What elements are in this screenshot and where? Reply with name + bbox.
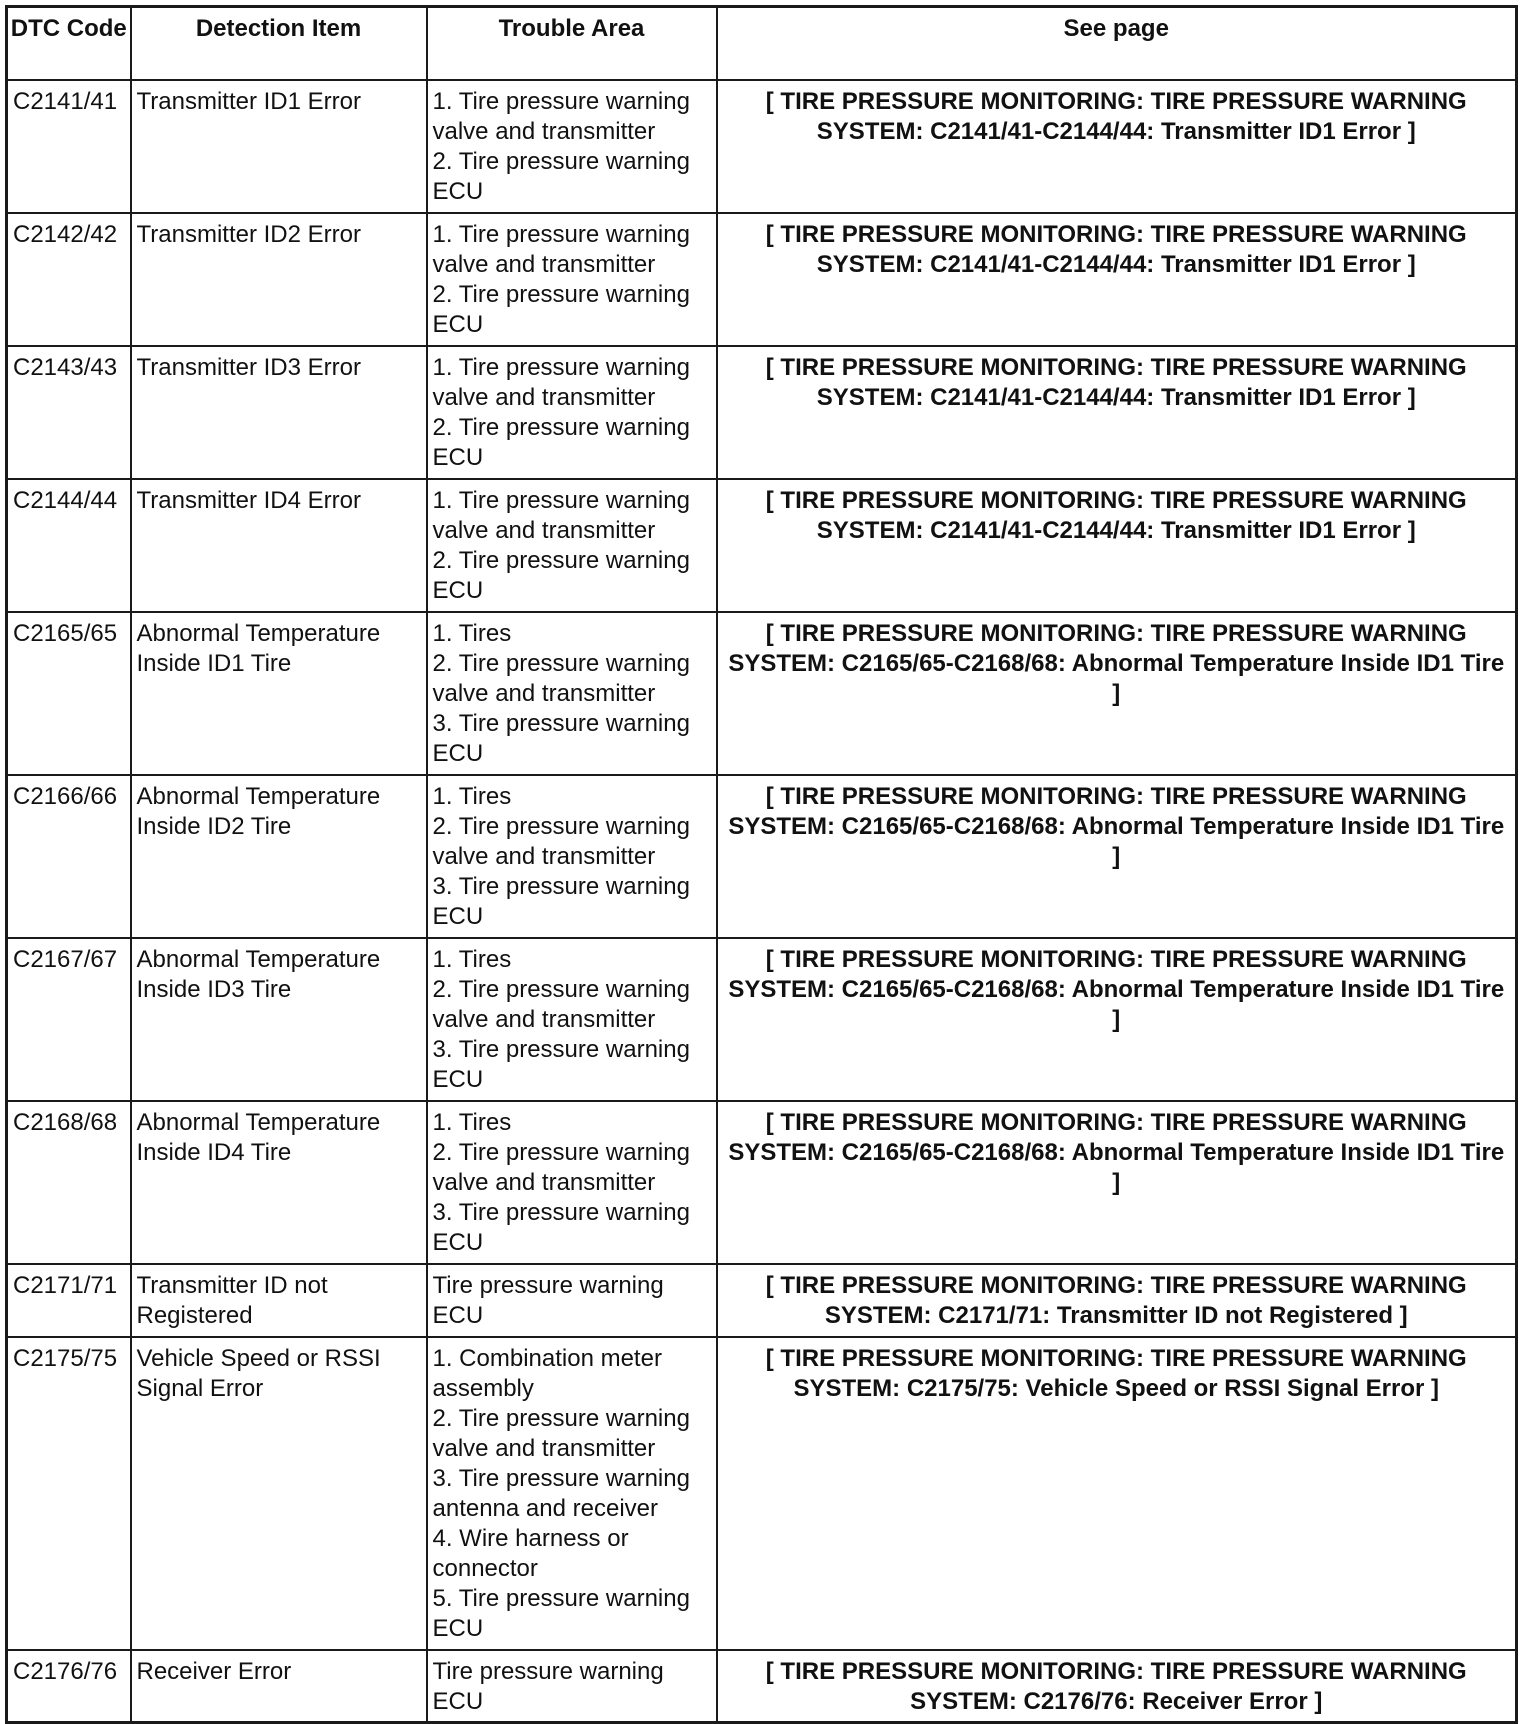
table-row xyxy=(7,612,1517,775)
trouble-area-cell xyxy=(427,612,717,775)
header-trouble-area: Trouble Area xyxy=(427,7,717,80)
dtc-code-cell xyxy=(7,213,131,346)
trouble-area-cell xyxy=(427,1101,717,1264)
table-body xyxy=(7,80,1517,1723)
see-page-link[interactable]: [ TIRE PRESSURE MONITORING: TIRE PRESSURE WARNING SYSTEM: C2165/65-C2168/68: Abnormal Temperature Inside ID1 Tire ] xyxy=(728,1108,1505,1196)
trouble-area-item: 1. Tire pressure warning valve and transmitter xyxy=(432,353,690,411)
see-page-link[interactable]: [ TIRE PRESSURE MONITORING: TIRE PRESSURE WARNING SYSTEM: C2141/41-C2144/44: Transmitter ID1 Error ] xyxy=(765,87,1467,145)
trouble-area-item: 2. Tire pressure warning valve and transmitter xyxy=(432,812,690,870)
dtc-code-cell xyxy=(7,775,131,938)
trouble-area-cell xyxy=(427,1337,717,1650)
trouble-area-item: 3. Tire pressure warning ECU xyxy=(432,872,690,930)
header-detection-item: Detection Item xyxy=(131,7,427,80)
table-row xyxy=(7,1264,1517,1337)
detection-item: Transmitter ID2 Error xyxy=(136,220,361,248)
see-page-cell xyxy=(717,1101,1517,1264)
trouble-area-cell xyxy=(427,775,717,938)
table-row xyxy=(7,1337,1517,1650)
dtc-code-cell xyxy=(7,1264,131,1337)
detection-item-cell xyxy=(131,346,427,479)
detection-item: Abnormal Temperature Inside ID2 Tire xyxy=(136,782,381,840)
detection-item: Transmitter ID not Registered xyxy=(136,1271,328,1329)
detection-item-cell xyxy=(131,775,427,938)
see-page-cell xyxy=(717,346,1517,479)
trouble-area-item: 2. Tire pressure warning ECU xyxy=(432,546,690,604)
detection-item-cell xyxy=(131,1337,427,1650)
detection-item-cell xyxy=(131,1101,427,1264)
trouble-area-cell xyxy=(427,1264,717,1337)
see-page-link[interactable]: [ TIRE PRESSURE MONITORING: TIRE PRESSURE WARNING SYSTEM: C2165/65-C2168/68: Abnormal Temperature Inside ID1 Tire ] xyxy=(728,782,1505,870)
trouble-area-list xyxy=(428,1271,716,1331)
dtc-code: C2165/65 xyxy=(13,619,118,647)
dtc-table xyxy=(5,5,1518,1724)
trouble-area-cell xyxy=(427,346,717,479)
trouble-area-cell xyxy=(427,938,717,1101)
dtc-code-cell xyxy=(7,346,131,479)
trouble-area-item: 1. Combination meter assembly xyxy=(432,1344,662,1402)
trouble-area-item: 3. Tire pressure warning ECU xyxy=(432,709,690,767)
see-page-link[interactable]: [ TIRE PRESSURE MONITORING: TIRE PRESSURE WARNING SYSTEM: C2171/71: Transmitter ID not Registered ] xyxy=(765,1271,1467,1329)
see-page-link[interactable]: [ TIRE PRESSURE MONITORING: TIRE PRESSURE WARNING SYSTEM: C2141/41-C2144/44: Transmitter ID1 Error ] xyxy=(765,353,1467,411)
see-page-link[interactable]: [ TIRE PRESSURE MONITORING: TIRE PRESSURE WARNING SYSTEM: C2175/75: Vehicle Speed or RSSI Signal Error ] xyxy=(765,1344,1467,1402)
dtc-code: C2168/68 xyxy=(13,1108,118,1136)
dtc-code: C2171/71 xyxy=(13,1271,118,1299)
trouble-area-item: 1. Tires xyxy=(432,945,512,973)
trouble-area-list xyxy=(428,619,716,769)
trouble-area-cell xyxy=(427,1650,717,1723)
see-page-link[interactable]: [ TIRE PRESSURE MONITORING: TIRE PRESSURE WARNING SYSTEM: C2141/41-C2144/44: Transmitter ID1 Error ] xyxy=(765,220,1467,278)
trouble-area-list xyxy=(428,1344,716,1644)
detection-item-cell xyxy=(131,1650,427,1723)
trouble-area-item: 1. Tire pressure warning valve and transmitter xyxy=(432,87,690,145)
trouble-area-item: Tire pressure warning ECU xyxy=(432,1657,664,1715)
header-row xyxy=(7,7,1517,80)
detection-item-cell xyxy=(131,80,427,213)
table-row xyxy=(7,938,1517,1101)
detection-item-cell xyxy=(131,213,427,346)
trouble-area-item: 1. Tires xyxy=(432,619,512,647)
trouble-area-item: 3. Tire pressure warning ECU xyxy=(432,1198,690,1256)
see-page-cell xyxy=(717,213,1517,346)
see-page-link[interactable]: [ TIRE PRESSURE MONITORING: TIRE PRESSURE WARNING SYSTEM: C2176/76: Receiver Error ] xyxy=(765,1657,1467,1715)
see-page-cell xyxy=(717,80,1517,213)
see-page-link[interactable]: [ TIRE PRESSURE MONITORING: TIRE PRESSURE WARNING SYSTEM: C2165/65-C2168/68: Abnormal Temperature Inside ID1 Tire ] xyxy=(728,619,1505,707)
trouble-area-list xyxy=(428,87,716,207)
see-page-cell xyxy=(717,775,1517,938)
detection-item: Transmitter ID1 Error xyxy=(136,87,361,115)
detection-item: Transmitter ID3 Error xyxy=(136,353,361,381)
detection-item: Transmitter ID4 Error xyxy=(136,486,361,514)
table-row xyxy=(7,80,1517,213)
header-see-page: See page xyxy=(717,7,1517,80)
dtc-code: C2167/67 xyxy=(13,945,118,973)
trouble-area-item: 1. Tire pressure warning valve and transmitter xyxy=(432,486,690,544)
see-page-cell xyxy=(717,1650,1517,1723)
table-row xyxy=(7,1650,1517,1723)
see-page-cell xyxy=(717,1264,1517,1337)
table-row xyxy=(7,1101,1517,1264)
detection-item: Abnormal Temperature Inside ID4 Tire xyxy=(136,1108,381,1166)
dtc-code: C2166/66 xyxy=(13,782,118,810)
dtc-code: C2143/43 xyxy=(13,353,118,381)
see-page-cell xyxy=(717,1337,1517,1650)
trouble-area-cell xyxy=(427,213,717,346)
trouble-area-item: Tire pressure warning ECU xyxy=(432,1271,664,1329)
detection-item-cell xyxy=(131,938,427,1101)
see-page-cell xyxy=(717,612,1517,775)
trouble-area-item: 2. Tire pressure warning ECU xyxy=(432,413,690,471)
dtc-code-cell xyxy=(7,1650,131,1723)
dtc-code-cell xyxy=(7,938,131,1101)
table-row xyxy=(7,479,1517,612)
detection-item: Abnormal Temperature Inside ID3 Tire xyxy=(136,945,381,1003)
detection-item-cell xyxy=(131,479,427,612)
trouble-area-list xyxy=(428,486,716,606)
trouble-area-list xyxy=(428,945,716,1095)
dtc-code-cell xyxy=(7,612,131,775)
table-row xyxy=(7,346,1517,479)
dtc-code: C2142/42 xyxy=(13,220,118,248)
detection-item: Vehicle Speed or RSSI Signal Error xyxy=(136,1344,381,1402)
dtc-code-cell xyxy=(7,1337,131,1650)
trouble-area-list xyxy=(428,1108,716,1258)
trouble-area-item: 2. Tire pressure warning valve and transmitter xyxy=(432,1138,690,1196)
see-page-link[interactable]: [ TIRE PRESSURE MONITORING: TIRE PRESSURE WARNING SYSTEM: C2141/41-C2144/44: Transmitter ID1 Error ] xyxy=(765,486,1467,544)
dtc-code: C2144/44 xyxy=(13,486,118,514)
dtc-code: C2176/76 xyxy=(13,1657,118,1685)
table-row xyxy=(7,775,1517,938)
dtc-code: C2141/41 xyxy=(13,87,118,115)
trouble-area-item: 2. Tire pressure warning ECU xyxy=(432,147,690,205)
trouble-area-item: 1. Tires xyxy=(432,1108,512,1136)
trouble-area-cell xyxy=(427,479,717,612)
dtc-code-cell xyxy=(7,80,131,213)
see-page-link[interactable]: [ TIRE PRESSURE MONITORING: TIRE PRESSURE WARNING SYSTEM: C2165/65-C2168/68: Abnormal Temperature Inside ID1 Tire ] xyxy=(728,945,1505,1033)
detection-item-cell xyxy=(131,1264,427,1337)
trouble-area-item: 2. Tire pressure warning ECU xyxy=(432,280,690,338)
header-dtc-code: DTC Code xyxy=(7,7,131,80)
trouble-area-item: 2. Tire pressure warning valve and transmitter xyxy=(432,975,690,1033)
trouble-area-item: 4. Wire harness or connector xyxy=(432,1524,629,1582)
table-row xyxy=(7,213,1517,346)
trouble-area-item: 5. Tire pressure warning ECU xyxy=(432,1584,690,1642)
trouble-area-item: 3. Tire pressure warning ECU xyxy=(432,1035,690,1093)
trouble-area-list xyxy=(428,1657,716,1717)
see-page-cell xyxy=(717,938,1517,1101)
trouble-area-list xyxy=(428,353,716,473)
trouble-area-item: 2. Tire pressure warning valve and transmitter xyxy=(432,1404,690,1462)
detection-item: Receiver Error xyxy=(136,1657,292,1685)
detection-item: Abnormal Temperature Inside ID1 Tire xyxy=(136,619,381,677)
detection-item-cell xyxy=(131,612,427,775)
table-header xyxy=(7,7,1517,80)
trouble-area-item: 2. Tire pressure warning valve and transmitter xyxy=(432,649,690,707)
trouble-area-item: 1. Tires xyxy=(432,782,512,810)
dtc-code: C2175/75 xyxy=(13,1344,118,1372)
see-page-cell xyxy=(717,479,1517,612)
trouble-area-item: 1. Tire pressure warning valve and transmitter xyxy=(432,220,690,278)
trouble-area-list xyxy=(428,220,716,340)
trouble-area-cell xyxy=(427,80,717,213)
trouble-area-list xyxy=(428,782,716,932)
trouble-area-item: 3. Tire pressure warning antenna and receiver xyxy=(432,1464,690,1522)
dtc-code-cell xyxy=(7,479,131,612)
dtc-code-cell xyxy=(7,1101,131,1264)
